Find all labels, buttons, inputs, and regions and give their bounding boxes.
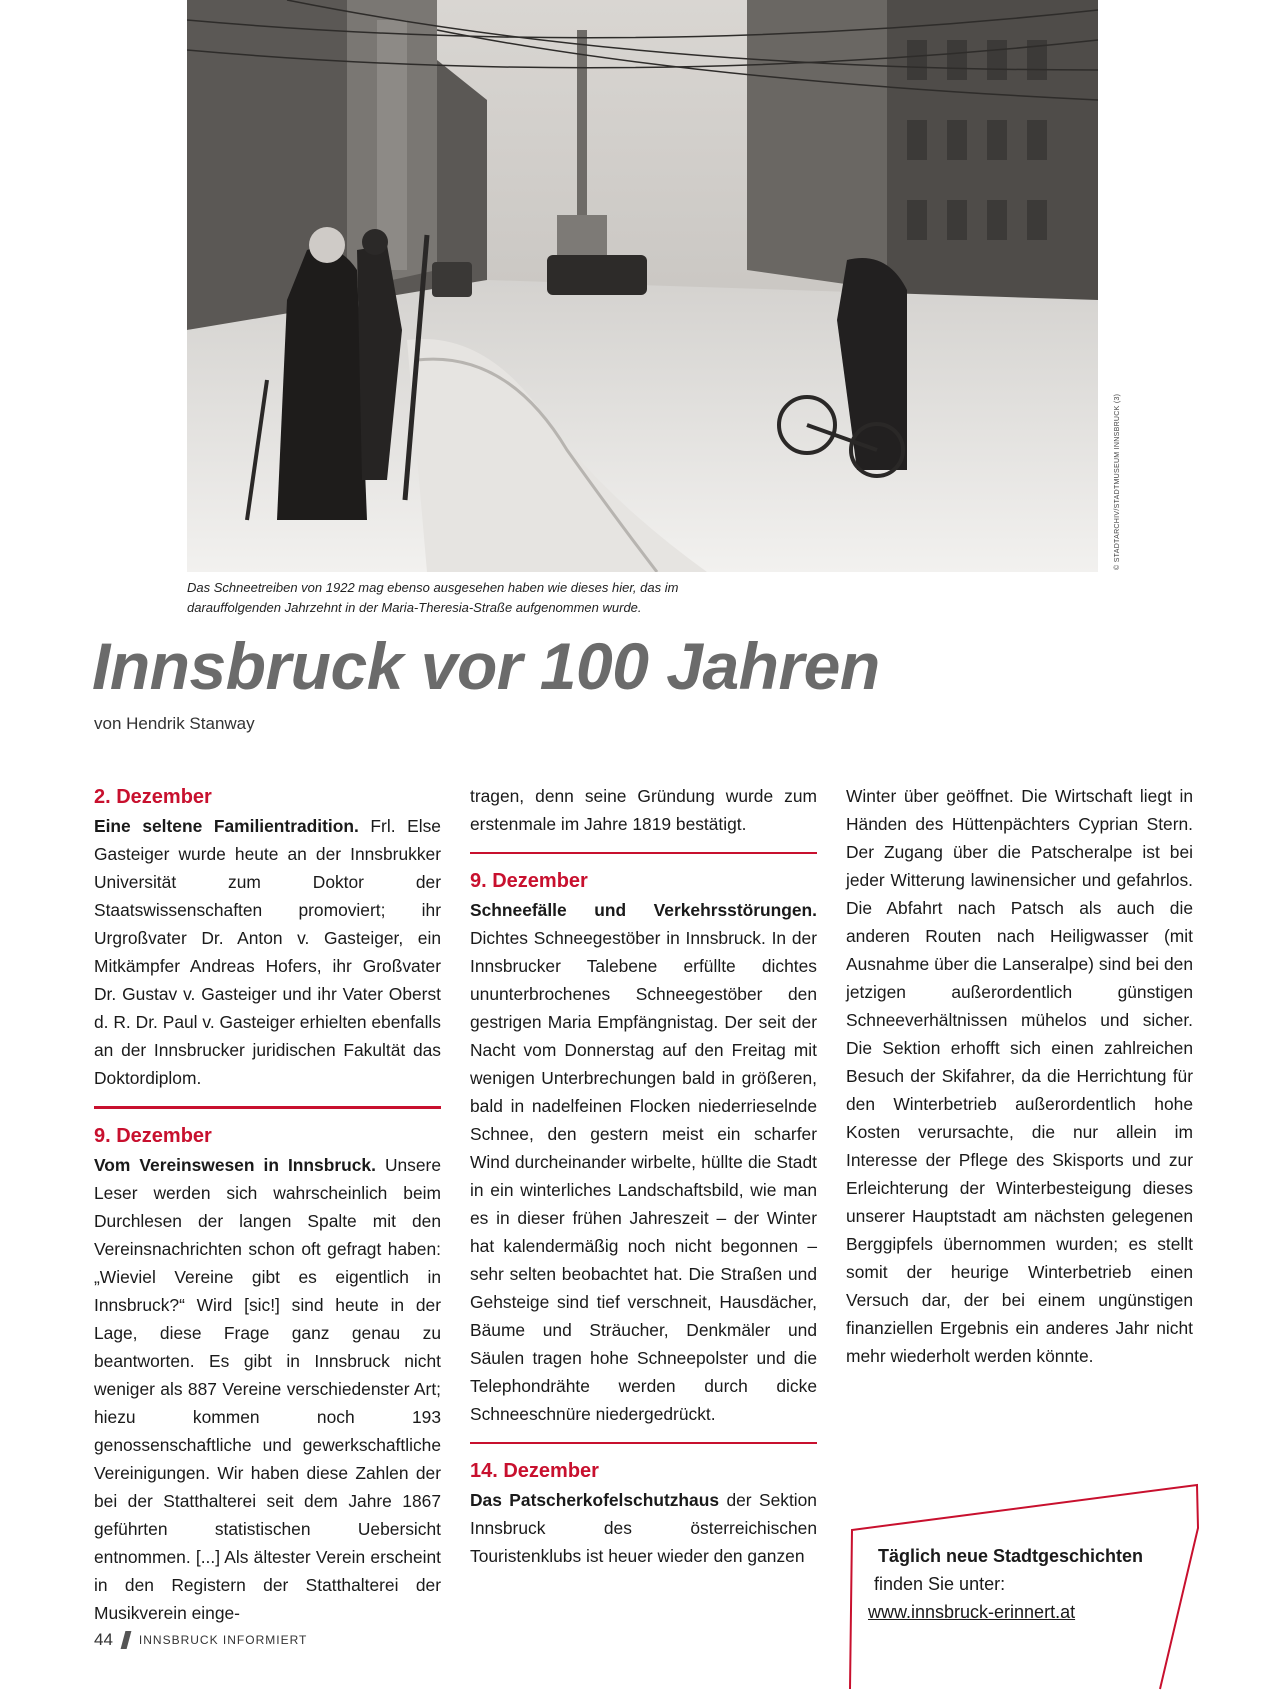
entry-text-continued: tragen, denn seine Gründung wurde zum erstenmale im Jahre 1819 bestätigt. — [470, 786, 817, 834]
entry-headline: Vom Vereinswesen in Innsbruck. — [94, 1155, 376, 1175]
entry-date: 2. Dezember — [94, 786, 212, 808]
entry-headline: Schneefälle und Verkehrsstörungen. — [470, 900, 817, 920]
snow-street-photo — [187, 0, 1098, 572]
entry-body — [94, 1151, 441, 1627]
historic-photo — [187, 0, 1098, 572]
column-1 — [94, 782, 441, 1627]
footer-divider — [121, 1631, 132, 1649]
entry-body — [470, 1486, 817, 1570]
entry-text: Frl. Else Gasteiger wurde heute an der Innsbrukker Universität zum Doktor der Staatswissenschaften promoviert; ihr Urgroßvater Dr. Anton v. Gasteiger, ein Mitkämpfer Andreas Hofers, ihr Großvater Dr. Gustav v. Gasteiger und ihr Vater Oberst d. R. Dr. Paul v. Gasteiger erhielten ebenfalls an der Innsbrucker juridischen Fakultät das Doktordiplom. — [94, 816, 441, 1088]
publication-name: INNSBRUCK INFORMIERT — [138, 1633, 308, 1647]
entry-headline: Eine seltene Familientradition. — [94, 816, 359, 836]
section-divider — [94, 1106, 441, 1109]
column-3 — [846, 782, 1193, 1370]
column-2 — [470, 782, 817, 1570]
section-divider — [470, 1442, 817, 1444]
article-byline: von Hendrik Stanway — [94, 714, 255, 733]
entry-text: der Sektion Innsbruck des österreichischen Touristenklubs ist heuer wieder den ganzen — [470, 1490, 817, 1566]
entry-date: 9. Dezember — [470, 870, 588, 892]
entry-text: Dichtes Schneegestöber in Innsbruck. In der Innsbrucker Talebene erfüllte dichtes ununterbrochenes Schneegestöber den gestrigen Maria Empfängnistag. Der seit der Nacht vom Donnerstag auf den Freitag mit wenigen Unterbrechungen bald in größeren, bald in nadelfeinen Flocken niederrieselnde Schnee, den gestern meist ein scharfer Wind durcheinander wirbelte, hüllte die Stadt in ein winterliches Landschaftsbild, wie man es in dieser frühen Jahreszeit – der Winter hat kalendermäßig noch nicht begonnen – sehr selten beobachtet hat. Die Straßen und Gehsteige sind tief verschneit, Hausdächer, Bäume und Sträucher, Denkmäler und Säulen tragen hohe Schneepolster und die Telephondrähte werden durch dicke Schneeschnüre niedergedrückt. — [470, 928, 817, 1424]
entry-date: 9. Dezember — [94, 1125, 212, 1147]
entry-headline: Das Patscherkofelschutzhaus — [470, 1490, 720, 1510]
promo-link[interactable]: www.innsbruck-erinnert.at — [868, 1602, 1076, 1622]
photo-credit: © STADTARCHIV/STADTMUSEUM INNSBRUCK (3) — [1114, 393, 1121, 570]
page-number: 44 — [94, 1630, 113, 1649]
section-divider — [470, 852, 817, 854]
entry-body — [94, 812, 441, 1092]
entry-text: Unsere Leser werden sich wahrscheinlich beim Durchlesen der langen Spalte mit den Vereinsnachrichten schon oft gefragt haben: „Wieviel Vereine gibt es eigentlich in Innsbruck?“ Wird [sic!] sind heute in der Lage, diese Frage ganz genau zu beantworten. Es gibt in Innsbruck nicht weniger als 887 Vereine verschiedenster Art; hiezu kommen noch 193 genossenschaftliche und gewerkschaftliche Vereinigungen. Wir haben diese Zahlen der bei der Statthalterei seit dem Jahre 1867 geführten statistischen Uebersicht entnommen. [...] Als ältester Verein erscheint in den Registern der Statthalterei der Musikverein einge- — [94, 1155, 441, 1623]
article-title: Innsbruck vor 100 Jahren — [92, 629, 880, 703]
entry-text-continued: Winter über geöffnet. Die Wirtschaft liegt in Händen des Hüttenpächters Cyprian Stern. Der Zugang über die Patscheralpe ist bei jeder Witterung lawinensicher und gefahrlos. Die Abfahrt nach Patsch als auch die anderen Routen nach Heiligwasser (mit Ausnahme über die Lanseralpe) sind bei den jetzigen außerordentlich günstigen Schneeverhältnissen mühelos und sicher. Die Sektion erhofft sich einen zahlreichen Besuch der Skifahrer, da die Herrichtung für den Winterbetrieb außerordentlich hohe Kosten verursachte, die nur allein im Interesse der Pflege des Skisports und zur Erleichterung der Winterbesteigung dieses unserer Hauptstadt am nächsten gelegenen Berggipfels übernommen wurden; es stellt somit der heurige Winterbetrieb einen Versuch dar, der bei einem ungünstigen finanziellen Ergebnis ein anderes Jahr nicht mehr wiederholt werden könnte. — [846, 786, 1193, 1366]
photo-caption: Das Schneetreiben von 1922 mag ebenso ausgesehen haben wie dieses hier, das im darauffolgenden Jahrzehnt in der Maria-Theresia-Straße aufgenommen wurde. — [187, 580, 679, 615]
promo-headline: Täglich neue Stadtgeschichten — [878, 1546, 1144, 1566]
page-footer — [94, 1630, 307, 1650]
promo-text: finden Sie unter: — [874, 1574, 1006, 1594]
entry-body — [470, 896, 817, 1428]
promo-box — [820, 1480, 1210, 1700]
entry-date: 14. Dezember — [470, 1460, 599, 1482]
